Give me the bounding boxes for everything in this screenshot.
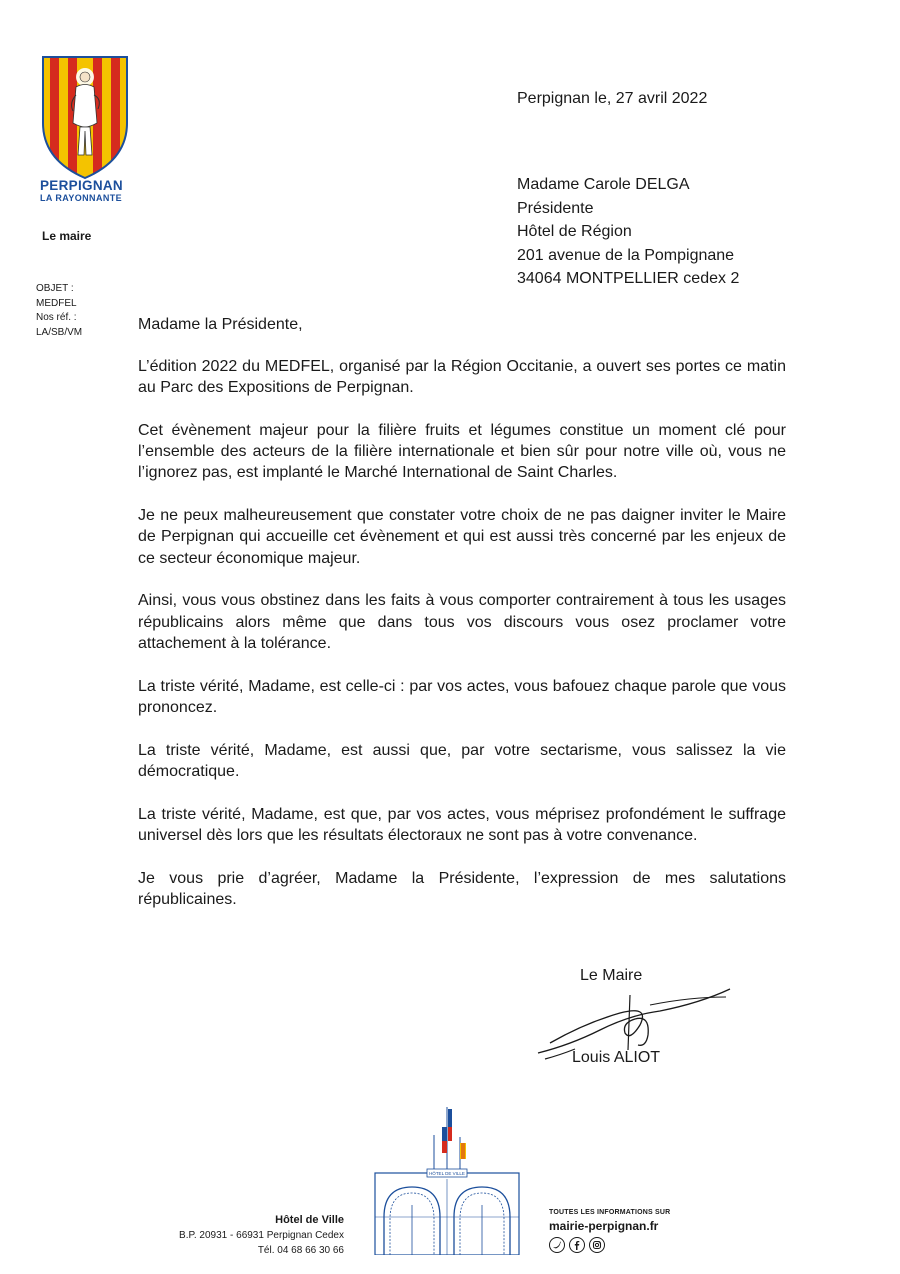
signatory-name: Louis ALIOT	[572, 1049, 661, 1066]
body-paragraph: La triste vérité, Madame, est que, par vos actes, vous méprisez profondément le suffrage universel dès lors que les résultats électoraux ne sont pas à votre convenance.	[138, 805, 786, 844]
body-paragraph: Ainsi, vous vous obstinez dans les faits à vous comporter contrairement à tous les usages républicains alors même que dans tous vos discours vous osez proclamer votre attachement à la tolérance.	[138, 592, 786, 652]
hotel-sign-text: HÔTEL DE VILLE	[429, 1171, 465, 1176]
signature-title: Le Maire	[580, 967, 643, 984]
city-tagline: LA RAYONNANTE	[40, 193, 123, 203]
objet-value: MEDFEL	[36, 297, 77, 309]
recipient-city: 34064 MONTPELLIER cedex 2	[517, 270, 740, 287]
hotel-de-ville-illustration	[372, 1105, 522, 1255]
footer-phone: Tél. 04 68 66 30 66	[257, 1245, 344, 1256]
info-label: TOUTES LES INFORMATIONS SUR	[549, 1209, 671, 1216]
social-links	[549, 1237, 605, 1253]
recipient-name: Madame Carole DELGA	[517, 176, 690, 193]
salutation: Madame la Présidente,	[138, 316, 303, 333]
body-paragraph: Je ne peux malheureusement que constater votre choix de ne pas daigner inviter le Maire de Perpignan qui accueille cet évènement et qui est aussi très concerné par les enjeux de ce secteur économique majeur.	[138, 507, 786, 567]
letter-body	[138, 356, 786, 932]
facebook-icon[interactable]	[569, 1237, 585, 1253]
perpignan-coat-of-arms-logo	[40, 55, 130, 180]
recipient-street: 201 avenue de la Pompignane	[517, 246, 735, 264]
closing-paragraph: Je vous prie d’agréer, Madame la Présidente, l’expression de mes salutations républicaines.	[138, 869, 786, 908]
footer-postal: B.P. 20931 - 66931 Perpignan Cedex	[179, 1230, 344, 1241]
twitter-icon[interactable]	[549, 1237, 565, 1253]
footer-building-name: Hôtel de Ville	[275, 1214, 344, 1226]
reference-block	[36, 282, 116, 340]
recipient-org: Hôtel de Région	[517, 223, 632, 240]
ref-value: LA/SB/VM	[36, 326, 83, 338]
footer-address	[120, 1213, 344, 1258]
body-paragraph: Cet évènement majeur pour la filière fruits et légumes constitue un moment clé pour l’ensemble des acteurs de la filière internationale et bien sûr pour notre ville où, vous ne l’ignorez pas, est implanté le Marché International de Saint Charles.	[138, 422, 786, 482]
objet-label: OBJET :	[36, 283, 74, 294]
website-link[interactable]: mairie-perpignan.fr	[549, 1219, 659, 1233]
body-paragraph: La triste vérité, Madame, est aussi que, par votre sectarisme, vous salissez la vie démocratique.	[138, 741, 786, 780]
letter-date: Perpignan le, 27 avril 2022	[517, 90, 708, 107]
recipient-title: Présidente	[517, 199, 594, 217]
body-paragraph: La triste vérité, Madame, est celle-ci : par vos actes, vous bafouez chaque parole que vous prononcez.	[138, 677, 786, 716]
author-label: Le maire	[42, 229, 92, 243]
body-paragraph: L’édition 2022 du MEDFEL, organisé par la Région Occitanie, a ouvert ses portes ce matin au Parc des Expositions de Perpignan.	[138, 358, 786, 397]
instagram-icon[interactable]	[589, 1237, 605, 1253]
city-name: PERPIGNAN	[40, 178, 123, 193]
recipient-address	[517, 173, 739, 291]
ref-label: Nos réf. :	[36, 312, 77, 323]
